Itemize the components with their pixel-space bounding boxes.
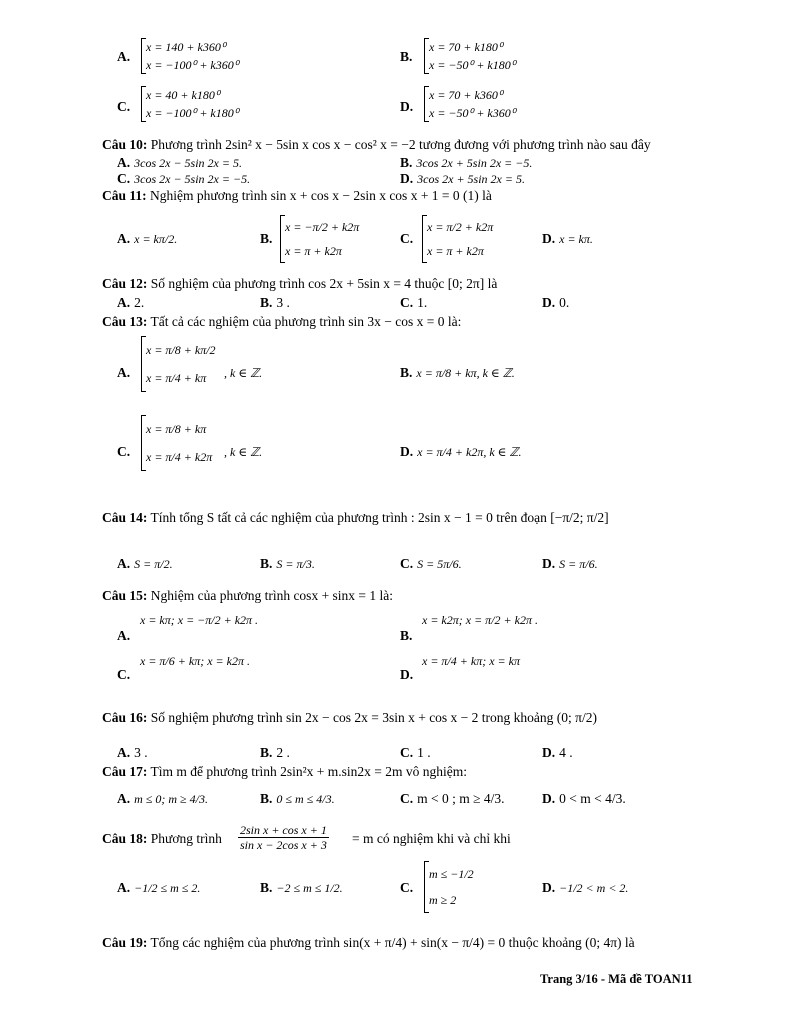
q12-option-b [260,294,290,312]
case-row: x = −50⁰ + k180⁰ [429,58,516,72]
q13-option-d [400,443,521,461]
option-text: 2 . [276,745,290,760]
option-label: A. [117,791,131,806]
q9-option-a [117,48,134,66]
option-label: D. [400,171,414,186]
case-row: x = π/4 + k2π [146,450,213,464]
question-12 [102,275,497,293]
option-label: A. [117,745,131,760]
question-17 [102,763,467,781]
question-number: Câu 16: [102,710,148,725]
question-10 [102,136,651,154]
q16-option-c [400,744,431,762]
q17-option-d [542,790,626,808]
question-text: Tổng các nghiệm của phương trình sin(x + π/4) + sin(x − π/4) = 0 thuộc khoảng (0; 4π) là [150,935,635,950]
page-footer: Trang 3/16 - Mã đề TOAN11 [540,972,693,986]
q13-option-a [117,364,134,382]
question-14 [102,509,609,527]
option-label: D. [542,745,556,760]
q10-option-d [400,170,525,188]
option-text: x = π/4 + k2π, k ∈ ℤ. [417,445,522,459]
q15-option-b-text: x = k2π; x = π/2 + k2π . [422,613,538,627]
option-label: D. [400,444,414,459]
option-text: S = π/3. [276,557,315,571]
option-label: B. [260,231,273,246]
option-text: −2 ≤ m ≤ 1/2. [276,881,343,895]
question-number: Câu 11: [102,188,147,203]
question-number: Câu 19: [102,935,148,950]
q15-option-d [400,666,417,684]
q18-option-a [117,879,200,897]
q9-option-d-cases [424,86,516,122]
q13-option-c [117,443,134,461]
q13-option-c-cases [141,415,212,471]
option-label: A. [117,155,131,170]
q11-option-c-cases [422,215,493,263]
option-text: S = π/6. [559,557,598,571]
question-16 [102,709,597,727]
fraction-denominator: sin x − 2cos x + 3 [240,838,327,852]
q18-option-d [542,879,628,897]
option-label: C. [400,231,414,246]
option-label: D. [542,791,556,806]
question-text: Tìm m để phương trình 2sin²x + m.sin2x = 2m vô nghiệm: [150,764,468,779]
option-text: 3cos 2x − 5sin 2x = −5. [134,172,251,186]
option-label: B. [400,49,413,64]
case-row: m ≥ 2 [429,893,457,907]
option-text: 3 . [276,295,290,310]
q17-option-a [117,790,208,808]
case-row: x = π/8 + kπ [146,422,207,436]
q15-option-a-text: x = kπ; x = −π/2 + k2π . [140,613,259,627]
q12-option-c [400,294,427,312]
case-row: x = π/2 + k2π [427,220,494,234]
option-label: B. [400,628,413,643]
option-label: A. [117,628,131,643]
fraction-numerator: 2sin x + cos x + 1 [240,823,327,837]
q9-option-c-cases [141,86,239,122]
case-row: x = 140 + k360⁰ [146,40,226,54]
option-label: B. [400,155,413,170]
option-label: B. [260,295,273,310]
option-label: D. [542,556,556,571]
q13-option-a-cases [141,336,216,392]
q17-option-c [400,790,505,808]
q11-option-a [117,230,177,248]
option-text: 1 . [417,745,431,760]
option-text: 3cos 2x − 5sin 2x = 5. [134,156,242,170]
question-18 [102,830,222,848]
question-15 [102,587,393,605]
option-label: B. [260,880,273,895]
option-text: S = 5π/6. [417,557,462,571]
case-row: m ≤ −1/2 [429,867,474,881]
option-text: 0. [559,295,570,310]
option-text: 3 . [134,745,148,760]
q18-option-c [400,879,417,897]
q9-option-b [400,48,416,66]
case-row: x = π + k2π [427,244,484,258]
option-text: m < 0 ; m ≥ 4/3. [417,791,505,806]
case-row: x = −π/2 + k2π [285,220,360,234]
option-label: B. [400,365,413,380]
option-label: C. [117,444,131,459]
question-text: Phương trình [150,831,222,846]
option-text: x = π/8 + kπ, k ∈ ℤ. [416,366,515,380]
option-text: 2. [134,295,145,310]
question-number: Câu 18: [102,831,148,846]
option-label: C. [117,667,131,682]
q18-text-tail [352,830,511,848]
option-label: C. [400,880,414,895]
q14-option-c [400,555,462,573]
case-row: x = 70 + k360⁰ [429,88,503,102]
q15-option-c [117,666,134,684]
q12-option-a [117,294,144,312]
q13-option-c-suffix: , k ∈ ℤ. [224,445,263,459]
option-label: D. [400,667,414,682]
question-number: Câu 14: [102,510,148,525]
option-text: m ≤ 0; m ≥ 4/3. [134,792,208,806]
q10-option-c [117,170,250,188]
question-number: Câu 17: [102,764,148,779]
option-label: B. [260,745,273,760]
q13-option-b [400,364,515,382]
option-text: −1/2 < m < 2. [559,881,629,895]
q16-option-d [542,744,573,762]
option-label: D. [542,231,556,246]
question-11 [102,187,492,205]
q11-option-c [400,230,417,248]
q17-option-b [260,790,335,808]
q18-option-b [260,879,343,897]
option-label: A. [117,365,131,380]
question-number: Câu 12: [102,276,148,291]
q15-option-b [400,627,416,645]
q11-option-b [260,230,276,248]
q14-option-d [542,555,598,573]
case-row: x = −50⁰ + k360⁰ [429,106,516,120]
option-text: 0 < m < 4/3. [559,791,626,806]
case-row: x = π/4 + kπ [146,371,207,385]
case-row: x = π/8 + kπ/2 [146,343,216,357]
question-13 [102,313,461,331]
option-text: 3cos 2x + 5sin 2x = −5. [416,156,533,170]
option-label: B. [260,556,273,571]
q16-option-b [260,744,290,762]
question-text: Tính tổng S tất cả các nghiệm của phương trình : 2sin x − 1 = 0 trên đoạn [−π/2; π/2] [150,510,609,525]
q11-option-d [542,230,593,248]
option-text: x = kπ/2. [134,232,178,246]
option-label: A. [117,231,131,246]
option-text: 4 . [559,745,573,760]
question-text: Nghiệm phương trình sin x + cos x − 2sin x cos x + 1 = 0 (1) là [150,188,492,203]
q14-option-a [117,555,173,573]
option-label: D. [400,99,414,114]
question-number: Câu 10: [102,137,148,152]
case-row: x = π + k2π [285,244,342,258]
question-number: Câu 15: [102,588,148,603]
case-row: x = 40 + k180⁰ [146,88,220,102]
q18-fraction [238,823,329,852]
q9-option-d [400,98,417,116]
q9-option-c [117,98,134,116]
question-text: Phương trình 2sin² x − 5sin x cos x − cos² x = −2 tương đương với phương trình nào sau đây [150,137,651,152]
option-label: A. [117,49,131,64]
option-label: A. [117,556,131,571]
case-row: x = 70 + k180⁰ [429,40,503,54]
question-number: Câu 13: [102,314,148,329]
q14-option-b [260,555,315,573]
option-label: D. [542,880,556,895]
q15-option-c-text: x = π/6 + kπ; x = k2π . [140,654,250,668]
case-row: x = −100⁰ + k360⁰ [146,58,239,72]
option-text: S = π/2. [134,557,173,571]
option-label: D. [542,295,556,310]
question-text: Số nghiệm phương trình sin 2x − cos 2x = 3sin x + cos x − 2 trong khoảng (0; π/2) [150,710,597,725]
option-label: C. [400,556,414,571]
question-text: Nghiệm của phương trình cosx + sinx = 1 là: [150,588,394,603]
question-text: Tất cả các nghiệm của phương trình sin 3x − cos x = 0 là: [150,314,462,329]
q9-option-b-cases [424,38,516,74]
option-label: C. [400,295,414,310]
option-label: C. [117,99,131,114]
case-row: x = −100⁰ + k180⁰ [146,106,239,120]
option-label: C. [400,791,414,806]
option-label: A. [117,880,131,895]
q12-option-d [542,294,569,312]
question-19 [102,934,635,952]
option-text: −1/2 ≤ m ≤ 2. [134,881,201,895]
q16-option-a [117,744,148,762]
q15-option-a [117,627,134,645]
question-text: Số nghiệm của phương trình cos 2x + 5sin x = 4 thuộc [0; 2π] là [150,276,498,291]
option-label: C. [117,171,131,186]
option-label: A. [117,295,131,310]
q13-option-a-suffix: , k ∈ ℤ. [224,366,263,380]
q18-option-c-cases [424,861,474,913]
q9-option-a-cases [141,38,239,74]
option-text: 1. [417,295,428,310]
option-label: B. [260,791,273,806]
option-label: C. [400,745,414,760]
option-text: 3cos 2x + 5sin 2x = 5. [417,172,525,186]
option-text: x = kπ. [559,232,593,246]
q11-option-b-cases [280,215,359,263]
q15-option-d-text: x = π/4 + kπ; x = kπ [422,654,520,668]
question-text: = m có nghiệm khi và chỉ khi [352,831,511,846]
option-text: 0 ≤ m ≤ 4/3. [276,792,335,806]
